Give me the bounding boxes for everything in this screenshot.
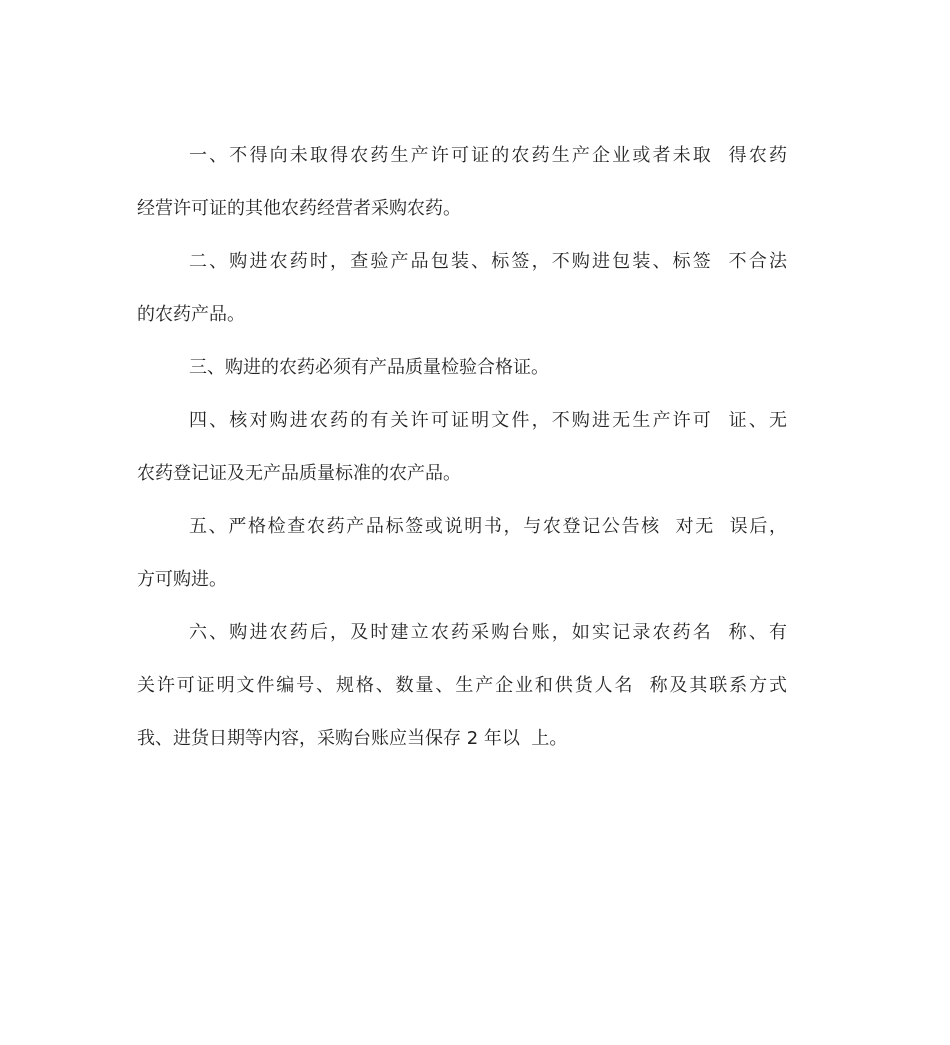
paragraph-line: 二、购进农药时，查验产品包装、标签，不购进包装、标签 不合法: [189, 251, 787, 272]
paragraph-line: 经营许可证的其他农药经营者采购农药。: [137, 198, 461, 219]
paragraph-2: [137, 235, 787, 341]
paragraph-line: 一、不得向未取得农药生产许可证的农药生产企业或者未取 得农药: [189, 145, 787, 166]
paragraph-5: [137, 500, 787, 606]
paragraph-line: 方可购进。: [137, 569, 227, 590]
paragraph-line: 的农药产品。: [137, 304, 245, 325]
paragraph-1: [137, 129, 787, 235]
paragraph-6: [137, 606, 787, 765]
paragraph-line: 三、购进的农药必须有产品质量检验合格证。: [189, 357, 549, 378]
paragraph-line: 农药登记证及无产品质量标准的农产品。: [137, 463, 461, 484]
paragraph-line: 五、严格检查农药产品标签或说明书，与农登记公告核 对无 误后，: [189, 516, 787, 537]
paragraph-line: 关许可证明文件编号、规格、数量、生产企业和供货人名 称及其联系方式: [137, 675, 787, 696]
document-body: [137, 129, 787, 765]
paragraph-line: 四、核对购进农药的有关许可证明文件，不购进无生产许可 证、无: [189, 410, 787, 431]
paragraph-line: 六、购进农药后，及时建立农药采购台账，如实记录农药名 称、有: [189, 622, 787, 643]
paragraph-4: [137, 394, 787, 500]
paragraph-3: [137, 341, 787, 394]
paragraph-line: 我、进货日期等内容，采购台账应当保存 2 年以 上。: [137, 728, 568, 749]
